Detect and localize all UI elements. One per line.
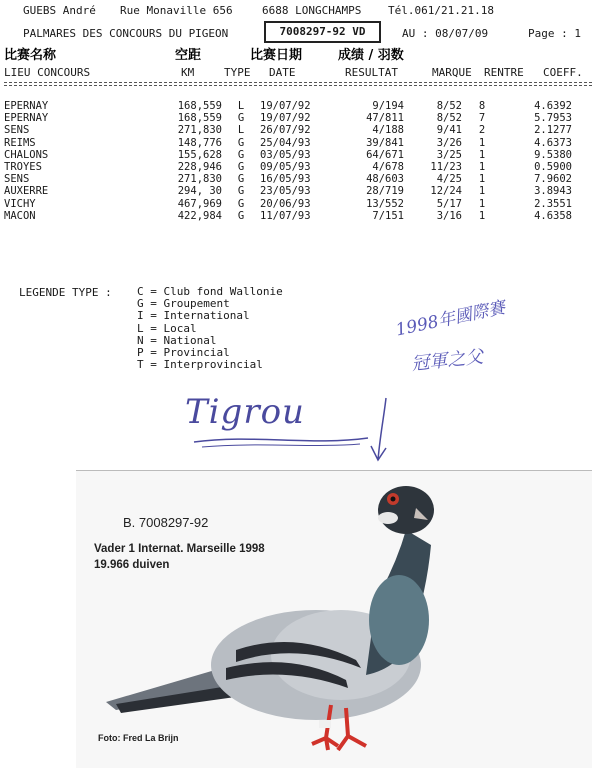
handwritten-note-line2: 冠軍之父 — [410, 346, 485, 375]
cell-rentre: 1 — [478, 148, 486, 161]
cn-label-distance: 空距 — [175, 48, 202, 63]
col-resultat: RESULTAT — [345, 66, 398, 79]
cell-lieu: SENS — [4, 124, 30, 137]
ring-id-box: 7008297-92 VD — [264, 21, 381, 43]
cell-type: G — [237, 173, 245, 186]
cell-resultat: 9/194 — [372, 100, 404, 112]
cn-label-race-date: 比赛日期 — [250, 48, 303, 63]
cell-rentre: 1 — [478, 209, 486, 222]
cell-date: 19/07/92 — [260, 112, 311, 125]
cell-rentre: 1 — [478, 197, 486, 210]
col-date: DATE — [269, 66, 296, 79]
cell-marque: 3/25 — [436, 148, 462, 161]
table-row — [4, 161, 572, 173]
cell-date: 11/07/93 — [260, 209, 311, 222]
cell-resultat: 7/151 — [372, 209, 404, 222]
cell-type: G — [237, 148, 245, 161]
cell-km: 155,628 — [177, 148, 222, 161]
cell-coeff: 7.9602 — [534, 173, 572, 186]
col-rentre: RENTRE — [484, 66, 524, 79]
cell-type: G — [237, 161, 245, 174]
table-row — [4, 185, 572, 197]
cell-marque: 11/23 — [430, 161, 462, 174]
table-row — [4, 173, 572, 185]
photo-credit: Foto: Fred La Brijn — [98, 733, 179, 743]
legend-item: N = National — [137, 333, 217, 347]
cell-type: G — [237, 197, 245, 210]
cell-rentre: 1 — [478, 161, 486, 174]
cell-marque: 3/16 — [436, 209, 462, 222]
legend-item: P = Provincial — [137, 345, 230, 359]
cell-coeff: 2.1277 — [534, 124, 572, 137]
results-table — [4, 100, 572, 222]
document-title: PALMARES DES CONCOURS DU PIGEON — [23, 27, 229, 40]
header-rule-2 — [4, 85, 592, 86]
cn-label-race-name: 比赛名称 — [4, 48, 57, 63]
cell-rentre: 1 — [478, 136, 486, 149]
cell-coeff: 4.6358 — [534, 209, 572, 222]
cell-rentre: 2 — [478, 124, 486, 137]
cell-type: L — [237, 124, 245, 137]
table-row — [4, 210, 572, 222]
cell-marque: 12/24 — [430, 185, 462, 198]
cell-date: 16/05/93 — [260, 173, 311, 186]
cell-type: L — [237, 100, 245, 112]
table-row — [4, 100, 572, 112]
cell-date: 25/04/93 — [260, 136, 311, 149]
cell-rentre: 1 — [478, 185, 486, 198]
photo-ring: B. 7008297-92 — [123, 515, 209, 530]
legend-item: G = Groupement — [137, 297, 230, 311]
photo-line1: Vader 1 Internat. Marseille 1998 — [94, 543, 265, 555]
signature-underline — [192, 430, 372, 450]
col-km: KM — [181, 66, 195, 79]
cell-coeff: 3.8943 — [534, 185, 572, 198]
legend-item: T = Interprovincial — [137, 358, 263, 372]
col-lieu: LIEU CONCOURS — [4, 66, 91, 79]
arrow-down-icon — [366, 396, 396, 466]
cell-date: 19/07/92 — [260, 100, 311, 112]
cell-km: 168,559 — [177, 100, 222, 112]
cell-date: 20/06/93 — [260, 197, 311, 210]
cell-lieu: TROYES — [4, 161, 42, 174]
cell-lieu: CHALONS — [4, 148, 49, 161]
cell-coeff: 0.5900 — [534, 161, 572, 174]
photo-line2: 19.966 duiven — [94, 559, 170, 571]
cell-km: 294, 30 — [177, 185, 222, 198]
owner-city: 6688 LONGCHAMPS — [262, 4, 362, 17]
cell-km: 271,830 — [177, 124, 222, 137]
cell-marque: 8/52 — [436, 112, 462, 125]
cn-label-result: 成绩 / 羽数 — [338, 48, 404, 63]
table-row — [4, 149, 572, 161]
cell-lieu: SENS — [4, 173, 30, 186]
cell-type: G — [237, 112, 245, 125]
table-row — [4, 198, 572, 210]
col-coeff: COEFF. — [543, 66, 583, 79]
cell-km: 148,776 — [177, 136, 222, 149]
cell-km: 271,830 — [177, 173, 222, 186]
cell-resultat: 4/188 — [372, 124, 404, 137]
table-row — [4, 112, 572, 124]
cell-marque: 3/26 — [436, 136, 462, 149]
cell-km: 422,984 — [177, 209, 222, 222]
cell-date: 23/05/93 — [260, 185, 311, 198]
cell-lieu: AUXERRE — [4, 185, 49, 198]
cell-coeff: 9.5380 — [534, 148, 572, 161]
table-row — [4, 137, 572, 149]
cell-type: G — [237, 209, 245, 222]
cell-coeff: 4.6392 — [534, 100, 572, 112]
cell-type: G — [237, 136, 245, 149]
owner-phone: Tél.061/21.21.18 — [388, 4, 494, 17]
owner-address: Rue Monaville 656 — [120, 4, 233, 17]
cell-coeff: 5.7953 — [534, 112, 572, 125]
signature: Tigrou — [185, 392, 305, 432]
cell-coeff: 4.6373 — [534, 136, 572, 149]
cell-resultat: 28/719 — [366, 185, 404, 198]
cell-marque: 9/41 — [436, 124, 462, 137]
cell-date: 09/05/93 — [260, 161, 311, 174]
cell-km: 467,969 — [177, 197, 222, 210]
legend-item: C = Club fond Wallonie — [137, 285, 283, 298]
cell-date: 03/05/93 — [260, 148, 311, 161]
legend-list — [137, 286, 283, 371]
cell-resultat: 48/603 — [366, 173, 404, 186]
cell-resultat: 4/678 — [372, 161, 404, 174]
legend-title: LEGENDE TYPE : — [19, 286, 112, 299]
cell-marque: 5/17 — [436, 197, 462, 210]
cell-coeff: 2.3551 — [534, 197, 572, 210]
handwritten-note-line1: 1998年國際賽 — [394, 297, 508, 341]
cell-km: 228,946 — [177, 161, 222, 174]
cell-rentre: 8 — [478, 100, 486, 112]
cell-rentre: 1 — [478, 173, 486, 186]
legend-item: I = International — [137, 309, 250, 323]
header-rule — [4, 82, 592, 83]
cell-resultat: 47/811 — [366, 112, 404, 125]
cell-lieu: MACON — [4, 209, 36, 222]
cell-km: 168,559 — [177, 112, 222, 125]
report-date: AU : 08/07/09 — [402, 27, 489, 40]
cell-resultat: 13/552 — [366, 197, 404, 210]
legend-item: L = Local — [137, 321, 197, 335]
cell-date: 26/07/92 — [260, 124, 311, 137]
cell-lieu: REIMS — [4, 136, 36, 149]
owner-name: GUEBS André — [23, 4, 96, 17]
cell-lieu: VICHY — [4, 197, 36, 210]
table-row — [4, 124, 572, 136]
cell-rentre: 7 — [478, 112, 486, 125]
cell-marque: 4/25 — [436, 173, 462, 186]
cell-resultat: 64/671 — [366, 148, 404, 161]
page-number: Page : 1 — [528, 27, 581, 40]
cell-lieu: EPERNAY — [4, 112, 49, 125]
cell-marque: 8/52 — [436, 100, 462, 112]
col-type: TYPE — [224, 66, 251, 79]
pigeon-photo — [76, 470, 592, 768]
cell-lieu: EPERNAY — [4, 100, 49, 112]
cell-type: G — [237, 185, 245, 198]
cell-resultat: 39/841 — [366, 136, 404, 149]
col-marque: MARQUE — [432, 66, 472, 79]
